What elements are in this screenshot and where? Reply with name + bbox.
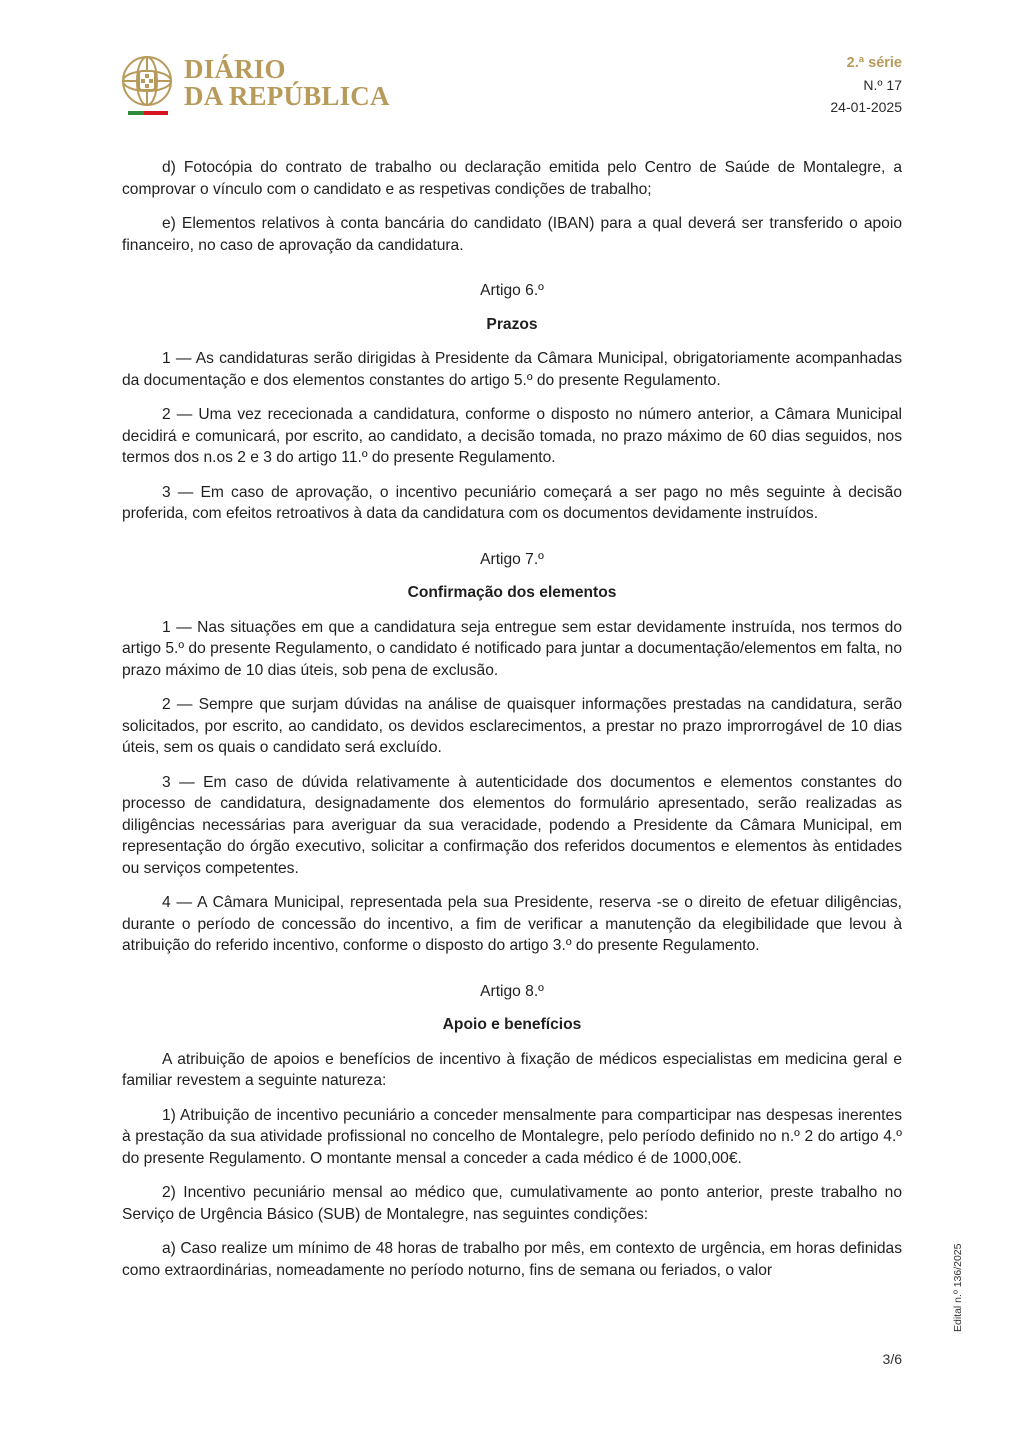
publication-meta <box>830 52 902 118</box>
publication-date: 24-01-2025 <box>830 99 902 115</box>
article-8-item-2: 2) Incentivo pecuniário mensal ao médico que, cumulativamente ao ponto anterior, preste trabalho no Serviço de Urgência Básico (SUB) de Montalegre, nas seguintes condições: <box>122 1184 902 1223</box>
article-6-title: Prazos <box>486 315 538 333</box>
series-label: 2.ª série <box>846 55 902 71</box>
edital-side-note: Edital n.º 136/2025 <box>952 1243 964 1332</box>
armillary-sphere-emblem-icon <box>120 54 174 108</box>
brand-line-1: DIÁRIO <box>184 54 286 84</box>
article-7-paragraph-4: 4 — A Câmara Municipal, representada pela sua Presidente, reserva -se o direito de efetuar diligências, durante o período de concessão do incentivo, a fim de verificar a manutenção da elegibilidade que levou à atribuição do referido incentivo, conforme o disposto do artigo 3.º do presente Regulamento. <box>122 894 902 954</box>
article-6-paragraph-3: 3 — Em caso de aprovação, o incentivo pecuniário começará a ser pago no mês seguinte à decisão proferida, com efeitos retroativos à data da candidatura com os documentos devidamente instruídos. <box>122 483 902 522</box>
article-7-paragraph-1: 1 — Nas situações em que a candidatura seja entregue sem estar devidamente instruída, nos termos do artigo 5.º do presente Regulamento, o candidato é notificado para juntar a documentação/elementos em falta, no prazo máximo de 10 dias úteis, sob pena de exclusão. <box>122 618 902 679</box>
article-7-title: Confirmação dos elementos <box>407 584 617 601</box>
flag-green-stripe <box>128 111 144 115</box>
brand-title <box>184 56 390 110</box>
issue-number: N.º 17 <box>863 77 902 93</box>
article-8-number: Artigo 8.º <box>480 982 544 1000</box>
flag-colors-bar <box>128 111 168 115</box>
article-7-number: Artigo 7.º <box>480 550 544 568</box>
document-body <box>122 157 902 1294</box>
paragraph-d: d) Fotocópia do contrato de trabalho ou declaração emitida pelo Centro de Saúde de Montalegre, a comprovar o vínculo com o candidato e as respetivas condições de trabalho; <box>122 159 902 198</box>
article-6-number: Artigo 6.º <box>480 282 544 299</box>
article-8-item-1: 1) Atribuição de incentivo pecuniário a conceder mensalmente para comparticipar nas despesas inerentes à prestação da sua atividade profissional no concelho de Montalegre, pelo período definido no n.º 2 do artigo 4.º do presente Regulamento. O montante mensal a conceder a cada médico é de 1000,00€. <box>122 1106 902 1167</box>
diario-republica-logo <box>120 54 390 116</box>
flag-red-stripe <box>144 111 168 115</box>
article-8-item-a: a) Caso realize um mínimo de 48 horas de trabalho por mês, em contexto de urgência, em horas definidas como extraordinárias, nomeadamente no período noturno, fins de semana ou feriados, o valor <box>122 1240 902 1279</box>
page-header <box>0 0 1024 140</box>
article-7-paragraph-2: 2 — Sempre que surjam dúvidas na análise de quaisquer informações prestadas na candidatura, serão solicitados, por escrito, ao candidato, os devidos esclarecimentos, a prestar no prazo improrrogável de 10 dias úteis, sem os quais o candidato será excluído. <box>122 696 902 756</box>
article-8-title: Apoio e benefícios <box>442 1016 582 1033</box>
brand-line-2: DA REPÚBLICA <box>184 81 390 111</box>
article-6-paragraph-1: 1 — As candidaturas serão dirigidas à Presidente da Câmara Municipal, obrigatoriamente acompanhadas da documentação e dos elementos constantes do artigo 5.º do presente Regulamento. <box>122 350 902 389</box>
article-7-paragraph-3: 3 — Em caso de dúvida relativamente à autenticidade dos documentos e elementos constantes do processo de candidatura, designadamente dos elementos do formulário apresentado, serão realizadas as diligências necessárias para averiguar da sua veracidade, podendo a Presidente da Câmara Municipal, em representação do órgão executivo, solicitar a confirmação dos referidos documentos e elementos às entidades ou serviços competentes. <box>122 773 902 877</box>
article-6-paragraph-2: 2 — Uma vez rececionada a candidatura, conforme o disposto no número anterior, a Câmara Municipal decidirá e comunicará, por escrito, ao candidato, a decisão tomada, no prazo máximo de 60 dias seguidos, nos termos dos n.os 2 e 3 do artigo 11.º do presente Regulamento. <box>122 406 902 466</box>
page-number: 3/6 <box>882 1351 902 1367</box>
paragraph-e: e) Elementos relativos à conta bancária do candidato (IBAN) para a qual deverá ser transferido o apoio financeiro, no caso de aprovação da candidatura. <box>122 215 902 254</box>
article-8-intro: A atribuição de apoios e benefícios de incentivo à fixação de médicos especialistas em medicina geral e familiar revestem a seguinte natureza: <box>122 1050 902 1089</box>
